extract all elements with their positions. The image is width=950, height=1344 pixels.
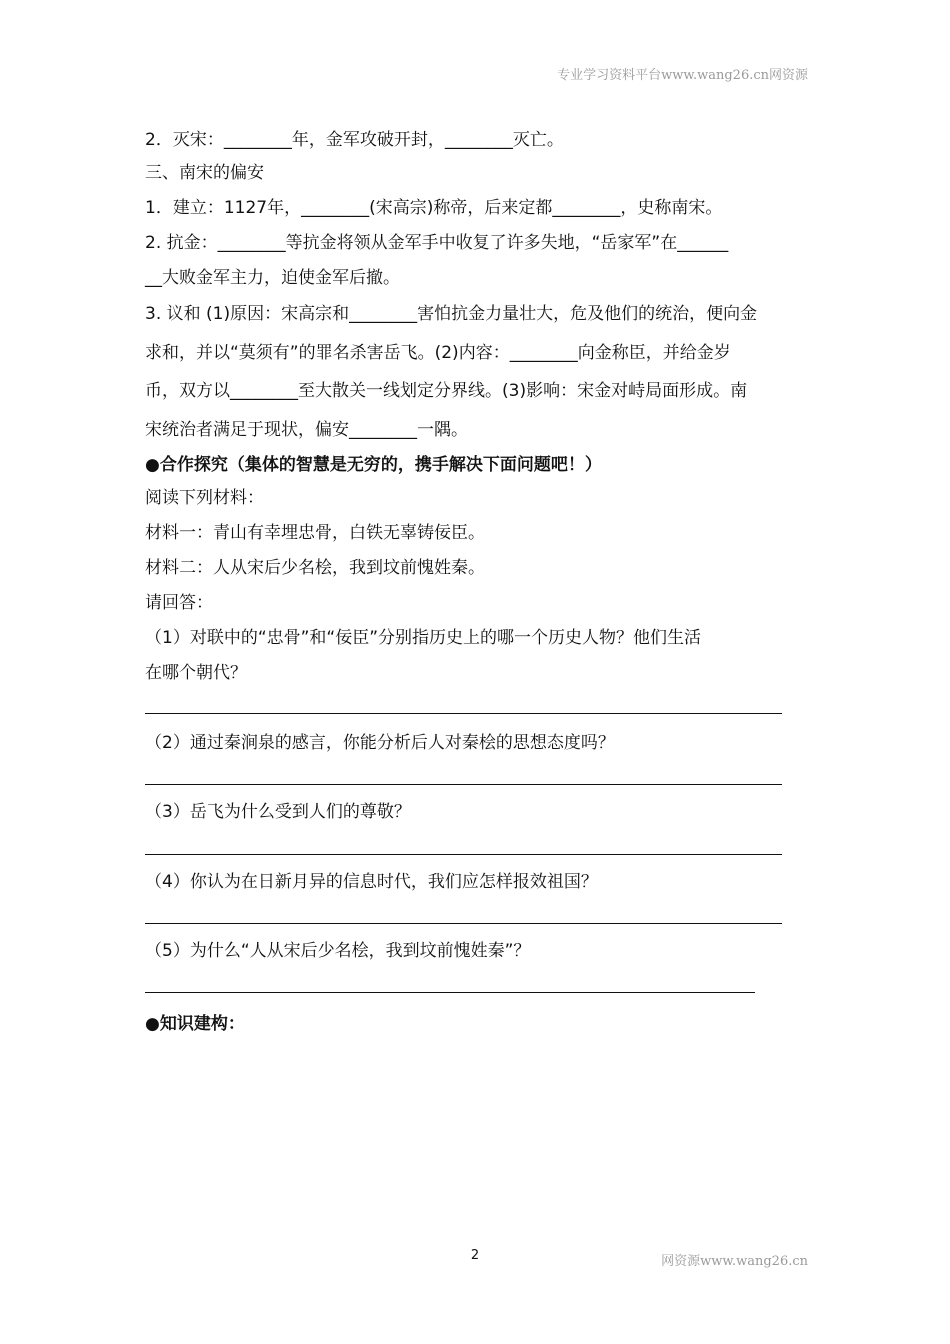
answer-line-5[interactable]: [145, 992, 755, 993]
answer-line-4[interactable]: [145, 923, 782, 924]
header-watermark: 专业学习资料平台www.wang26.cn网资源: [557, 68, 808, 83]
question-4: （4）你认为在日新月异的信息时代，我们应怎样报效祖国？: [145, 872, 598, 892]
reading-prompt: 阅读下列材料：: [145, 488, 264, 508]
footer-watermark: 网资源www.wang26.cn: [661, 1254, 808, 1269]
item-peace-line1: 3. 议和 (1)原因：宋高宗和________害怕抗金力量壮大，危及他们的统治，便向金: [145, 304, 758, 324]
answer-line-3[interactable]: [145, 854, 782, 855]
item-peace-line3: 币，双方以________至大散关一线划定分界线。(3)影响：宋金对峙局面形成。南: [145, 381, 748, 401]
material-one: 材料一：青山有幸埋忠骨，白铁无辜铸佞臣。: [145, 523, 485, 543]
question-1-line1: （1）对联中的“忠骨”和“佞臣”分别指历史上的哪一个历史人物？他们生活: [145, 628, 702, 648]
material-two: 材料二：人从宋后少名桧，我到坟前愧姓秦。: [145, 558, 485, 578]
item-resist-jin-line2: __大败金军主力，迫使金军后撤。: [145, 268, 400, 288]
cooperative-inquiry-heading: ●合作探究（集体的智慧是无穷的，携手解决下面问题吧！）: [145, 455, 602, 475]
item-establishment: 1．建立：1127年，________(宋高宗)称帝，后来定都________，史称南宋。: [145, 198, 723, 218]
question-5: （5）为什么“人从宋后少名桧，我到坟前愧姓秦”？: [145, 941, 531, 961]
page-number: 2: [470, 1248, 480, 1263]
item-resist-jin-line1: 2. 抗金：________等抗金将领从金军手中收复了许多失地，“岳家军”在______: [145, 233, 729, 253]
section-heading-southern-song: 三、南宋的偏安: [145, 163, 264, 183]
knowledge-construction-heading: ●知识建构：: [145, 1014, 245, 1034]
question-3: （3）岳飞为什么受到人们的尊敬？: [145, 802, 411, 822]
answer-prompt: 请回答：: [145, 593, 213, 613]
item-peace-line4: 宋统治者满足于现状，偏安________一隅。: [145, 420, 468, 440]
question-1-line2: 在哪个朝代？: [145, 663, 247, 683]
question-2: （2）通过秦涧泉的感言，你能分析后人对秦桧的思想态度吗？: [145, 733, 615, 753]
answer-line-1[interactable]: [145, 713, 782, 714]
item-fall-of-song: 2．灭宋：________年，金军攻破开封，________灭亡。: [145, 130, 564, 150]
item-peace-line2: 求和，并以“莫须有”的罪名杀害岳飞。(2)内容：________向金称臣，并给金岁: [145, 343, 731, 363]
answer-line-2[interactable]: [145, 784, 782, 785]
